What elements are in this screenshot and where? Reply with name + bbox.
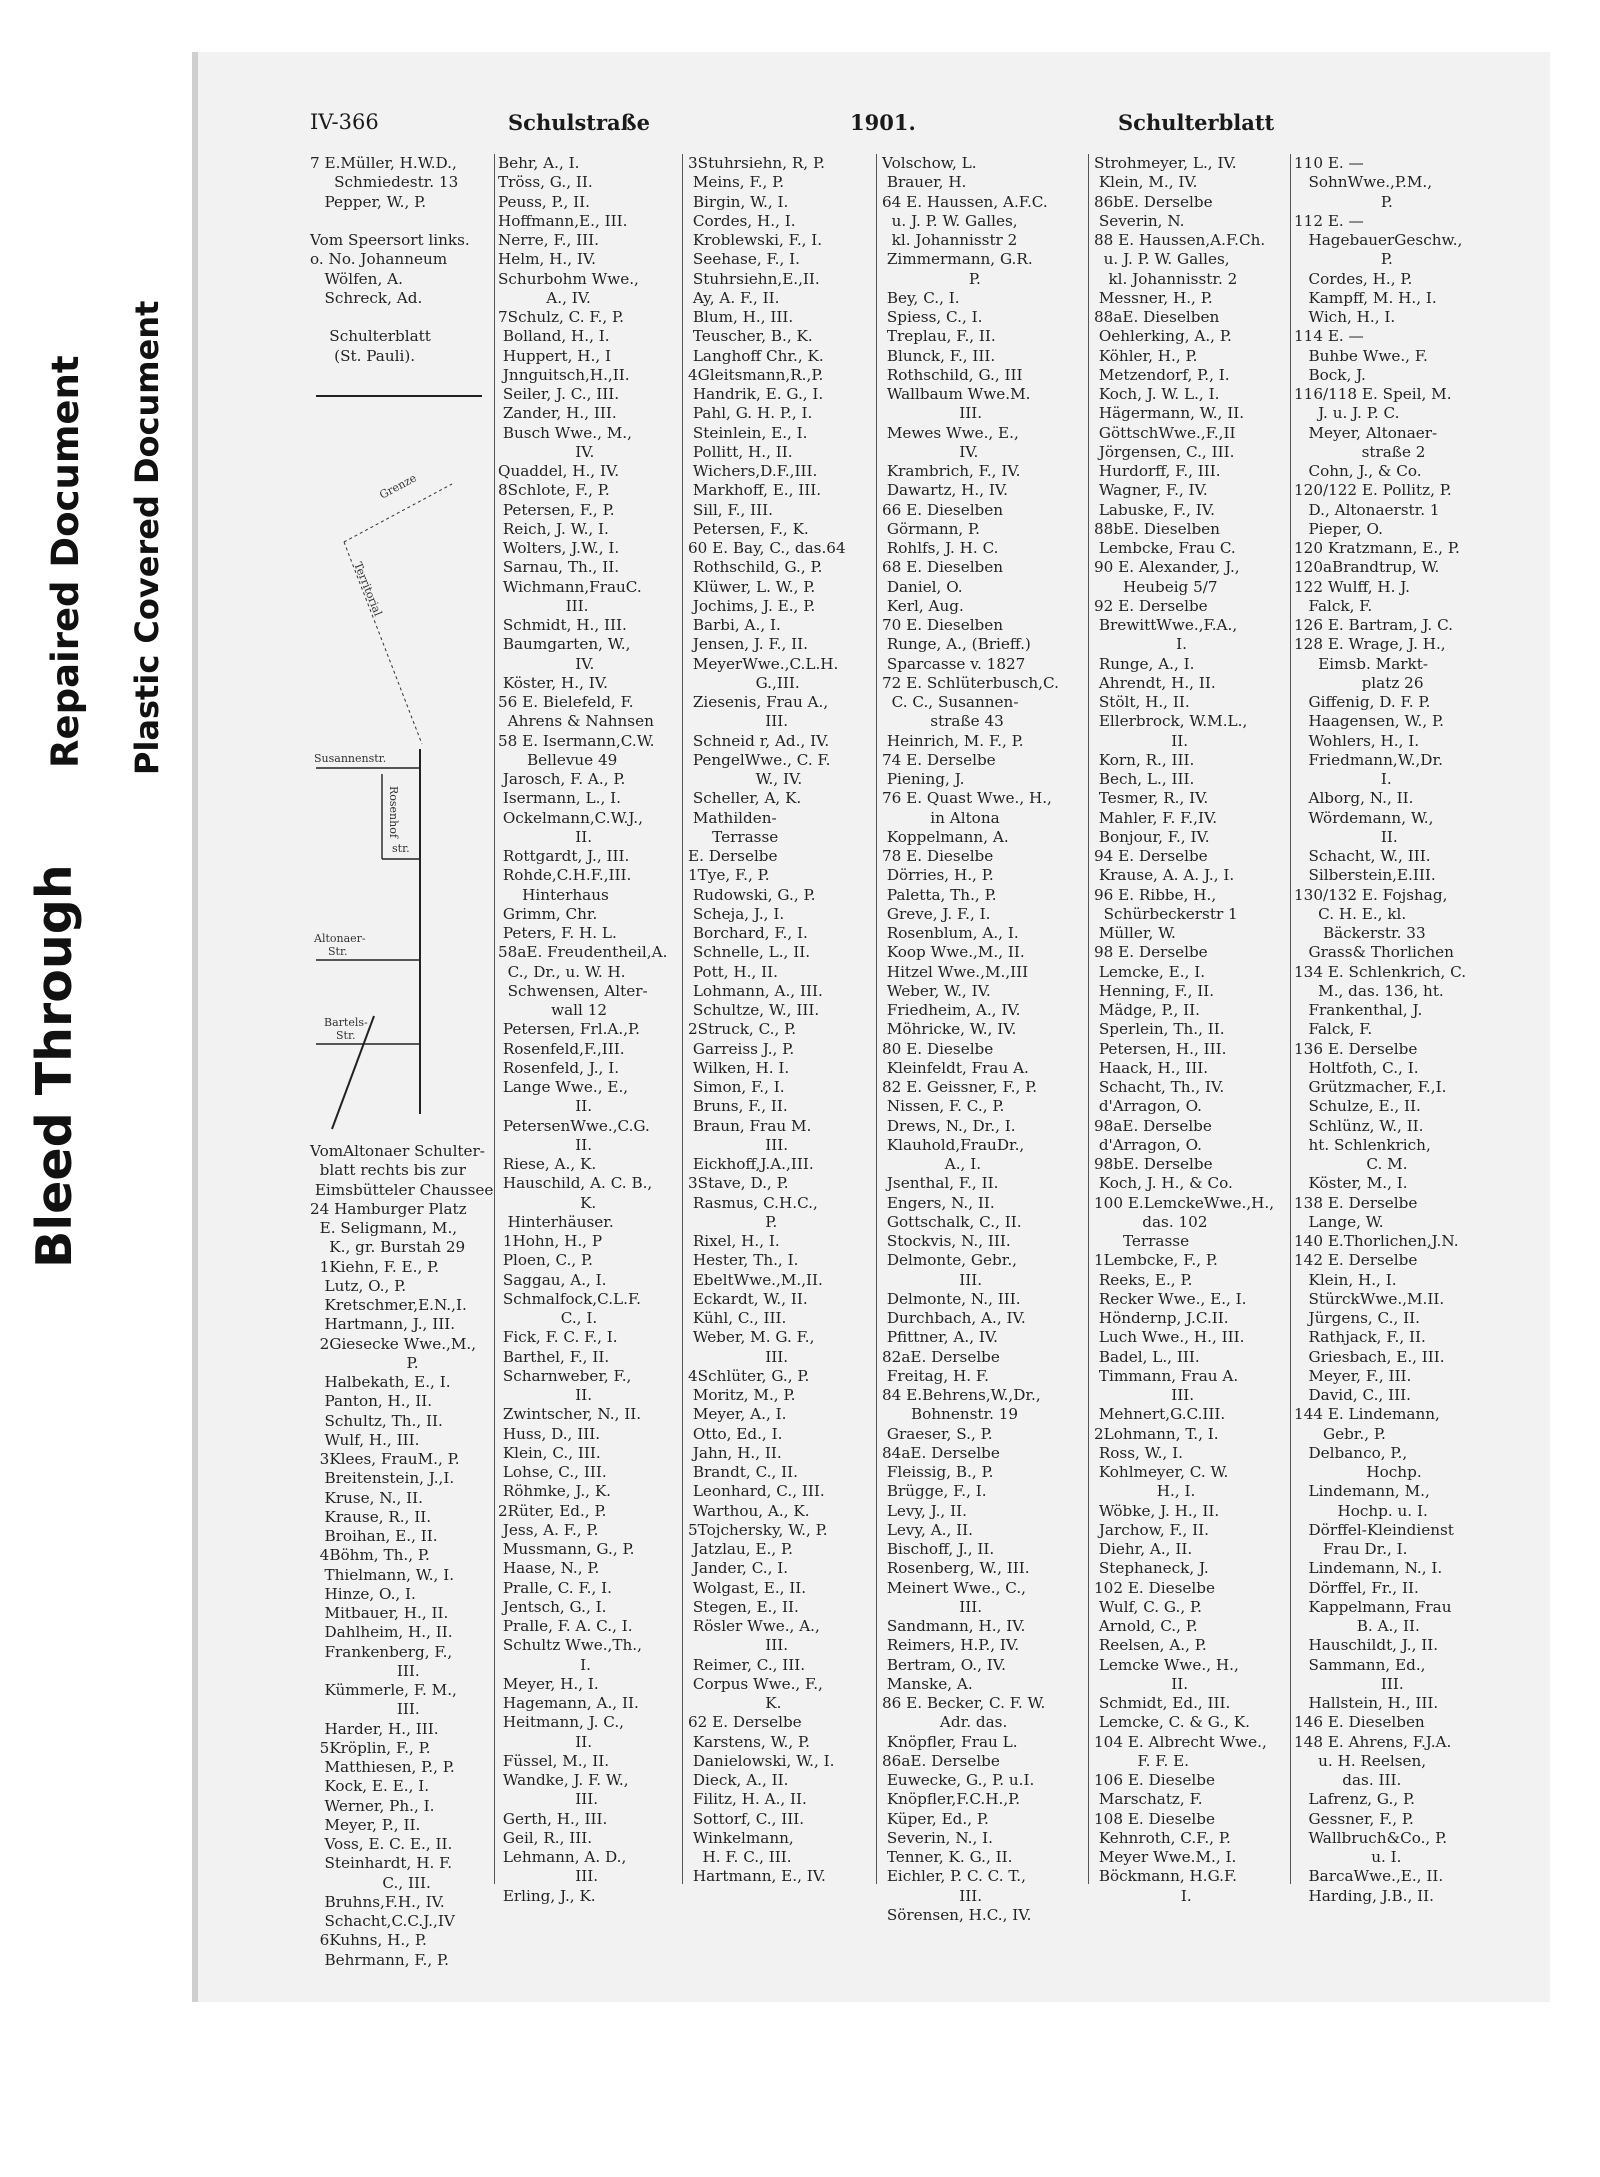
susannen-label: Susannenstr. [314,752,387,765]
column-1-top: 7 E.Müller, H.W.D., Schmiedestr. 13 Pepper, W., P. Vom Speersort links. o. No. Johanneum Wölfen, A. Schreck, Ad. Schulterblatt (St. Pauli). [310,154,470,365]
column-4: Volschow, L. Brauer, H. 64 E. Haussen, A.F.C. u. J. P. W. Galles, kl. Johannisstr 2 Zimmermann, G.R. P. Bey, C., I. Spiess, C., I. Treplau, F., II. Blunck, F., III. Rothschild, G., III Wallbaum Wwe.M. III. Mewes Wwe., E., IV. Krambrich, F., IV. Dawartz, H., IV. 66 E. Dieselben Görmann, P. Rohlfs, J. H. C. 68 E. Dieselben Daniel, O. Kerl, Aug. 70 E. Dieselben Runge, A., (Brieff.) Sparcasse v. 1827 72 E. Schlüterbusch,C. C. C., Susannen- straße 43 Heinrich, M. F., P. 74 E. Derselbe Piening, J. 76 E. Quast Wwe., H., in Altona Koppelmann, A. 78 E. Dieselbe Dörries, H., P. Paletta, Th., P. Greve, J. F., I. Rosenblum, A., I. Koop Wwe.,M., II. Hitzel Wwe.,M.,III Weber, W., IV. Friedheim, A., IV. Möhricke, W., IV. 80 E. Dieselbe Kleinfeldt, Frau A. 82 E. Geissner, F., P. Nissen, F. C., P. Drews, N., Dr., I. Klauhold,FrauDr., A., I. Jsenthal, F., II. Engers, N., II. Gottschalk, C., II. Stockvis, N., III. Delmonte, Gebr., III. Delmonte, N., III. Durchbach, A., IV. Pfittner, A., IV. 82aE. Derselbe Freitag, H. F. 84 E.Behrens,W.,Dr., Bohnenstr. 19 Graeser, S., P. 84aE. Derselbe Fleissig, B., P. Brügge, F., I. Levy, J., II. Levy, A., II. Bischoff, J., II. Rosenberg, W., III. Meinert Wwe., C., III. Sandmann, H., IV. Reimers, H.P., IV. Bertram, O., IV. Manske, A. 86 E. Becker, C. F. W. Adr. das. Knöpfler, Frau L. 86aE. Derselbe Euwecke, G., P. u.I. Knöpfler,F.C.H.,P. Küper, Ed., P. Severin, N., I. Tenner, K. G., II. Eichler, P. C. C. T., III. Sörensen, H.C., IV. [882,154,1059,1924]
bartels-str-label: Str. [336,1029,356,1042]
scan-margin [0,0,190,2177]
bleed-through-label: Bleed Through [26,864,83,1268]
street-heading-right: Schulterblatt [1118,110,1275,135]
column-1-bottom: VomAltonaer Schulter- blatt rechts bis zur Eimsbütteler Chaussee 24 Hamburger Platz E. Seligmann, M., K., gr. Burstah 29 1Kiehn, F. E., P. Lutz, O., P. Kretschmer,E.N.,I. Hartmann, J., III. 2Giesecke Wwe.,M., P. Halbekath, E., I. Panton, H., II. Schultz, Th., II. Wulf, H., III. 3Klees, FrauM., P. Breitenstein, J.,I. Kruse, N., II. Krause, R., II. Broihan, E., II. 4Böhm, Th., P. Thielmann, W., I. Hinze, O., I. Mitbauer, H., II. Dahlheim, H., II. Frankenberg, F., III. Kümmerle, F. M., III. Harder, H., III. 5Kröplin, F., P. Matthiesen, P., P. Kock, E. E., I. Werner, Ph., I. Meyer, P., II. Voss, E. C. E., II. Steinhardt, H. F. C., III. Bruhns,F.H., IV. Schacht,C.C.J.,IV 6Kuhns, H., P. Behrmann, F., P. [310,1142,494,1969]
street-heading-left: Schulstraße [508,110,650,135]
page-number: IV-366 [310,110,379,134]
page-header [310,110,1500,150]
scanned-page [192,52,1550,2002]
column-divider [494,154,495,1884]
altonaer-label: Altonaer- [314,932,366,945]
altonaer-str-label: Str. [328,945,348,958]
grenze-label: Grenze [377,471,419,502]
column-divider [1290,154,1291,1884]
column-divider [1088,154,1089,1884]
column-2: Behr, A., I. Tröss, G., II. Peuss, P., II. Hoffmann,E., III. Nerre, F., III. Helm, H., IV. Schurbohm Wwe., A., IV. 7Schulz, C. F., P. Bolland, H., I. Huppert, H., I Jnnguitsch,H.,II. Seiler, J. C., III. Zander, H., III. Busch Wwe., M., IV. Quaddel, H., IV. 8Schlote, F., P. Petersen, F., P. Reich, J. W., I. Wolters, J.W., I. Sarnau, Th., II. Wichmann,FrauC. III. Schmidt, H., III. Baumgarten, W., IV. Köster, H., IV. 56 E. Bielefeld, F. Ahrens & Nahnsen 58 E. Isermann,C.W. Bellevue 49 Jarosch, F. A., P. Isermann, L., I. Ockelmann,C.W.J., II. Rottgardt, J., III. Rohde,C.H.F.,III. Hinterhaus Grimm, Chr. Peters, F. H. L. 58aE. Freudentheil,A. C., Dr., u. W. H. Schwensen, Alter- wall 12 Petersen, Frl.A.,P. Rosenfeld,F.,III. Rosenfeld, J., I. Lange Wwe., E., II. PetersenWwe.,C.G. II. Riese, A., K. Hauschild, A. C. B., K. Hinterhäuser. 1Hohn, H., P Ploen, C., P. Saggau, A., I. Schmalfock,C.L.F. C., I. Fick, F. C. F., I. Barthel, F., II. Scharnweber, F., II. Zwintscher, N., II. Huss, D., III. Klein, C., III. Lohse, C., III. Röhmke, J., K. 2Rüter, Ed., P. Jess, A. F., P. Mussmann, G., P. Haase, N., P. Pralle, C. F., I. Jentsch, G., I. Pralle, F. A. C., I. Schultz Wwe.,Th., I. Meyer, H., I. Hagemann, A., II. Heitmann, J. C., II. Füssel, M., II. Wandke, J. F. W., III. Gerth, H., III. Geil, R., III. Lehmann, A. D., III. Erling, J., K. [498,154,668,1905]
street-map-sketch [312,394,487,1134]
repaired-document-label: Repaired Document [44,355,87,768]
directory-page [310,102,1500,1969]
column-divider [876,154,877,1884]
bartels-label: Bartels- [324,1016,368,1029]
rosenhof-label: Rosenhof [387,786,400,838]
column-6: 110 E. — SohnWwe.,P.M., P. 112 E. — HagebauerGeschw., P. Cordes, H., P. Kampff, M. H., I. Wich, H., I. 114 E. — Buhbe Wwe., F. Bock, J. 116/118 E. Speil, M. J. u. J. P. C. Meyer, Altonaer- straße 2 Cohn, J., & Co. 120/122 E. Pollitz, P. D., Altonaerstr. 1 Pieper, O. 120 Kratzmann, E., P. 120aBrandtrup, W. 122 Wulff, H. J. Falck, F. 126 E. Bartram, J. C. 128 E. Wrage, J. H., Eimsb. Markt- platz 26 Giffenig, D. F. P. Haagensen, W., P. Wohlers, H., I. Friedmann,W.,Dr. I. Alborg, N., II. Wördemann, W., II. Schacht, W., III. Silberstein,E.III. 130/132 E. Fojshag, C. H. E., kl. Bäckerstr. 33 Grass& Thorlichen 134 E. Schlenkrich, C. M., das. 136, ht. Frankenthal, J. Falck, F. 136 E. Derselbe Holtfoth, C., I. Grützmacher, F.,I. Schulze, E., II. Schlünz, W., II. ht. Schlenkrich, C. M. Köster, M., I. 138 E. Derselbe Lange, W. 140 E.Thorlichen,J.N. 142 E. Derselbe Klein, H., I. StürckWwe.,M.II. Jürgens, C., II. Rathjack, F., II. Griesbach, E., III. Meyer, F., III. David, C., III. 144 E. Lindemann, Gebr., P. Delbanco, P., Hochp. Lindemann, M., Hochp. u. I. Dörffel-Kleindienst Frau Dr., I. Lindemann, N., I. Dörffel, Fr., II. Kappelmann, Frau B. A., II. Hauschildt, J., II. Sammann, Ed., III. Hallstein, H., III. 146 E. Dieselben 148 E. Ahrens, F.J.A. u. H. Reelsen, das. III. Lafrenz, G., P. Gessner, F., P. Wallbruch&Co., P. u. I. BarcaWwe.,E., II. Harding, J.B., II. [1294,154,1467,1905]
year-heading: 1901. [850,110,916,135]
column-5: Strohmeyer, L., IV. Klein, M., IV. 86bE. Derselbe Severin, N. 88 E. Haussen,A.F.Ch. u. J. P. W. Galles, kl. Johannisstr. 2 Messner, H., P. 88aE. Dieselben Oehlerking, A., P. Köhler, H., P. Metzendorf, P., I. Koch, J. W. L., I. Hägermann, W., II. GöttschWwe.,F.,II Jörgensen, C., III. Hurdorff, F., III. Wagner, F., IV. Labuske, F., IV. 88bE. Dieselben Lembcke, Frau C. 90 E. Alexander, J., Heubeig 5/7 92 E. Derselbe BrewittWwe.,F.A., I. Runge, A., I. Ahrendt, H., II. Stölt, H., II. Ellerbrock, W.M.L., II. Korn, R., III. Bech, L., III. Tesmer, R., IV. Mahler, F. F.,IV. Bonjour, F., IV. 94 E. Derselbe Krause, A. A. J., I. 96 E. Ribbe, H., Schürbeckerstr 1 Müller, W. 98 E. Derselbe Lemcke, E., I. Henning, F., II. Mädge, P., II. Sperlein, Th., II. Petersen, H., III. Haack, H., III. Schacht, Th., IV. d'Arragon, O. 98aE. Derselbe d'Arragon, O. 98bE. Derselbe Koch, J. H., & Co. 100 E.LemckeWwe.,H., das. 102 Terrasse 1Lembcke, F., P. Reeks, E., P. Recker Wwe., E., I. Höndernp, J.C.II. Luch Wwe., H., III. Badel, L., III. Timmann, Frau A. III. Mehnert,G.C.III. 2Lohmann, T., I. Ross, W., I. Kohlmeyer, C. W. H., I. Wöbke, J. H., II. Jarchow, F., II. Diehr, A., II. Stephaneck, J. 102 E. Dieselbe Wulf, C. G., P. Arnold, C., P. Reelsen, A., P. Lemcke Wwe., H., II. Schmidt, Ed., III. Lemcke, C. & G., K. 104 E. Albrecht Wwe., F. F. E. 106 E. Dieselbe Marschatz, F. 108 E. Dieselbe Kehnroth, C.F., P. Meyer Wwe.M., I. Böckmann, H.G.F. I. [1094,154,1275,1905]
column-3: 3Stuhrsiehn, R, P. Meins, F., P. Birgin, W., I. Cordes, H., I. Kroblewski, F., I. Seehase, F., I. Stuhrsiehn,E.,II. Ay, A. F., II. Blum, H., III. Teuscher, B., K. Langhoff Chr., K. 4Gleitsmann,R.,P. Handrik, E. G., I. Pahl, G. H. P., I. Steinlein, E., I. Pollitt, H., II. Wichers,D.F.,III. Markhoff, E., III. Sill, F., III. Petersen, F., K. 60 E. Bay, C., das.64 Rothschild, G., P. Klüwer, L. W., P. Jochims, J. E., P. Barbi, A., I. Jensen, J. F., II. MeyerWwe.,C.L.H. G.,III. Ziesenis, Frau A., III. Schneid r, Ad., IV. PengelWwe., C. F. W., IV. Scheller, A, K. Mathilden- Terrasse E. Derselbe 1Tye, F., P. Rudowski, G., P. Scheja, J., I. Borchard, F., I. Schnelle, L., II. Pott, H., II. Lohmann, A., III. Schultze, W., III. 2Struck, C., P. Garreiss J., P. Wilken, H. I. Simon, F., I. Bruns, F., II. Braun, Frau M. III. Eickhoff,J.A.,III. 3Stave, D., P. Rasmus, C.H.C., P. Rixel, H., I. Hester, Th., I. EbeltWwe.,M.,II. Eckardt, W., II. Kühl, C., III. Weber, M. G. F., III. 4Schlüter, G., P. Moritz, M., P. Meyer, A., I. Otto, Ed., I. Jahn, H., II. Brandt, C., II. Leonhard, C., III. Warthou, A., K. 5Tojchersky, W., P. Jatzlau, E., P. Jander, C., I. Wolgast, E., II. Stegen, E., II. Rösler Wwe., A., III. Reimer, C., III. Corpus Wwe., F., K. 62 E. Derselbe Karstens, W., P. Danielowski, W., I. Dieck, A., II. Filitz, H. A., II. Sottorf, C., III. Winkelmann, H. F. C., III. Hartmann, E., IV. [688,154,846,1886]
territorial-label: Territorial [351,560,385,618]
column-divider [682,154,683,1884]
plastic-covered-label: Plastic Covered Document [128,300,166,775]
rosenhof-str-label: str. [392,842,410,855]
